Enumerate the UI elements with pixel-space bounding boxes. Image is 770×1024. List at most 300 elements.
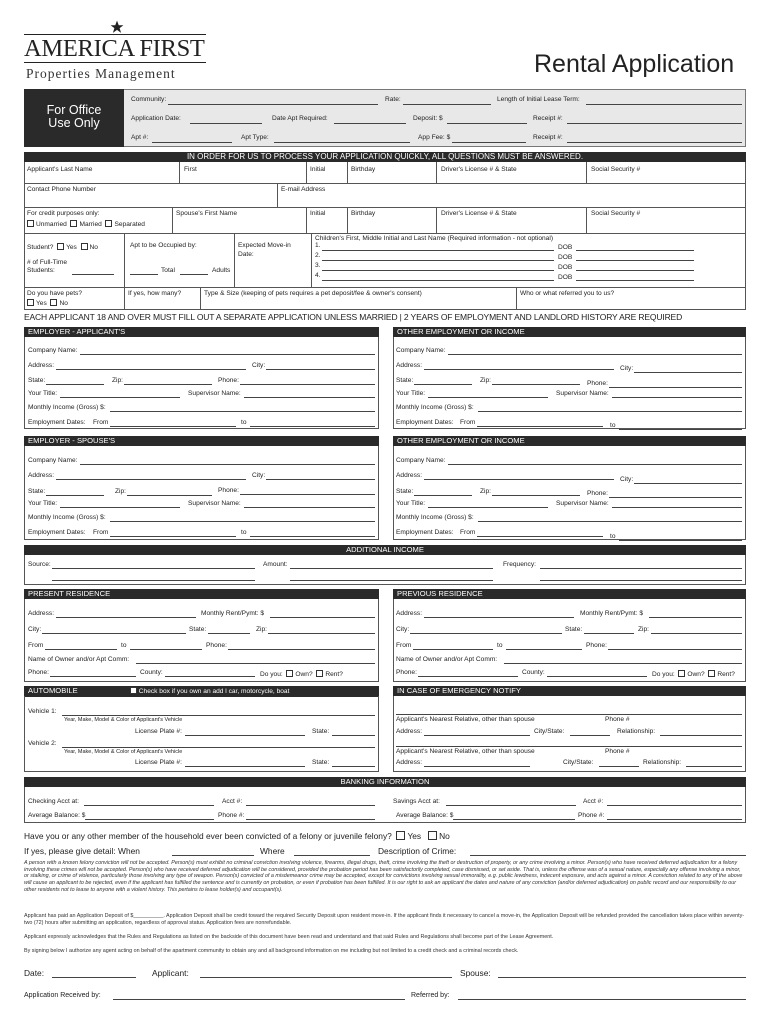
apt-type-field[interactable]	[274, 142, 410, 143]
pres-own-rent: Do you: Own? Rent?	[260, 671, 343, 678]
prev-own-checkbox[interactable]	[678, 670, 685, 677]
prev-owner-phone-field[interactable]	[418, 676, 518, 677]
additional-income-header: ADDITIONAL INCOME	[24, 545, 746, 555]
oth2-city-label: City:	[620, 476, 634, 483]
source-field-2[interactable]	[52, 580, 255, 581]
sp-from-label: From	[93, 529, 109, 536]
sign-spouse-field[interactable]	[498, 977, 746, 978]
prev-city-label: City:	[396, 626, 410, 633]
dob-2-field[interactable]	[576, 260, 694, 261]
savings-field[interactable]	[446, 805, 576, 806]
oth-dates-label: Employment Dates:	[396, 419, 454, 426]
spouse-first-label: Spouse's First Name	[176, 210, 237, 217]
pets-yes-checkbox[interactable]	[27, 299, 34, 306]
sign-date-label: Date:	[24, 968, 45, 978]
sign-spouse-label: Spouse:	[460, 968, 491, 978]
fulltime-field[interactable]	[72, 274, 114, 275]
oth2-supervisor-label: Supervisor Name:	[556, 500, 609, 507]
pres-from-label: From	[28, 642, 44, 649]
received-by-field[interactable]	[113, 999, 405, 1000]
oth-title-field[interactable]	[428, 397, 548, 398]
first-name-label: First	[184, 166, 197, 173]
state1-field[interactable]	[332, 735, 375, 736]
apt-type-label: Apt Type:	[241, 134, 269, 141]
app-fee-field[interactable]	[452, 142, 526, 143]
prev-own-rent: Do you: Own? Rent?	[652, 671, 735, 678]
relative2-relationship-label: Relationship:	[643, 759, 682, 766]
student-yes-checkbox[interactable]	[57, 243, 64, 250]
felony-no-checkbox[interactable]	[428, 831, 437, 840]
pres-rent-checkbox[interactable]	[316, 670, 323, 677]
pres-county-field[interactable]	[165, 676, 255, 677]
relative2-city-label: City/State:	[563, 759, 594, 766]
prev-address-field[interactable]	[424, 617, 574, 618]
oth-company-field[interactable]	[448, 354, 742, 355]
oth2-address-label: Address:	[396, 472, 423, 479]
amount-field-1[interactable]	[290, 568, 493, 569]
felony-desc-label: Description of Crime:	[378, 846, 457, 856]
relative1-address-label: Address:	[396, 728, 423, 735]
spouse-birthday-label: Birthday	[351, 210, 376, 217]
emp-to-field[interactable]	[250, 426, 375, 427]
savings-label: Savings Acct at:	[393, 798, 440, 805]
emp-supervisor-field[interactable]	[244, 397, 375, 398]
community-label: Community:	[131, 96, 167, 103]
spouse-license-label: Driver's License # & State	[441, 210, 517, 217]
oth2-title-label: Your Title:	[396, 500, 426, 507]
prev-state-label: State:	[565, 626, 583, 633]
referred-by-label: Referred by:	[411, 992, 450, 999]
plate1-label: License Plate #:	[135, 728, 182, 735]
oth2-company-label: Company Name:	[396, 457, 446, 464]
prev-owner-label: Name of Owner and/or Apt Comm:	[396, 656, 498, 663]
previous-residence-header: PREVIOUS RESIDENCE	[393, 589, 746, 599]
emp-from-label: From	[93, 419, 109, 426]
emp-state-label: State:	[28, 377, 46, 384]
adults-label: Adults	[212, 267, 231, 274]
oth-address-field[interactable]	[424, 369, 614, 370]
lease-term-field[interactable]	[586, 104, 742, 105]
sign-applicant-label: Applicant:	[152, 968, 189, 978]
referred-label: Who or what referred you to us?	[520, 290, 615, 297]
app-date-field[interactable]	[190, 123, 262, 124]
oth-zip-label: Zip:	[480, 377, 491, 384]
sp-supervisor-field[interactable]	[244, 507, 375, 508]
savings-phone-label: Phone #:	[578, 812, 605, 819]
oth-city-label: City:	[620, 365, 634, 372]
child-3-field[interactable]	[322, 270, 554, 271]
relative1-field[interactable]	[396, 714, 742, 715]
savings-phone-field[interactable]	[607, 819, 742, 820]
emp-address-label: Address:	[28, 362, 55, 369]
checking-field[interactable]	[84, 805, 214, 806]
student-no-checkbox[interactable]	[81, 243, 88, 250]
savings-avg-field[interactable]	[453, 819, 575, 820]
prev-owner-phone-label: Phone:	[396, 669, 417, 676]
extra-vehicle-checkbox[interactable]	[130, 687, 137, 694]
present-residence-header: PRESENT RESIDENCE	[24, 589, 379, 599]
emp-city-field[interactable]	[266, 369, 375, 370]
sp-state-label: State:	[28, 488, 46, 495]
relative2-city-field[interactable]	[599, 766, 639, 767]
pres-address-label: Address:	[28, 610, 55, 617]
dob-3-field[interactable]	[576, 270, 694, 271]
date-req-field[interactable]	[334, 123, 406, 124]
prev-to-label: to	[497, 642, 503, 649]
checking-avg-field[interactable]	[85, 819, 214, 820]
pres-from-field[interactable]	[45, 649, 117, 650]
pres-address-field[interactable]	[56, 617, 196, 618]
ssn-label: Social Security #	[591, 166, 641, 173]
emp-phone-label: Phone:	[218, 377, 239, 384]
apt-no-label: Apt #:	[131, 134, 149, 141]
oth-to-label: to	[610, 422, 616, 429]
emp-income-field[interactable]	[110, 411, 375, 412]
dob-1-field[interactable]	[576, 250, 694, 251]
sp-to-field[interactable]	[250, 536, 375, 537]
unmarried-checkbox[interactable]	[27, 220, 34, 227]
pres-owner-field[interactable]	[136, 663, 375, 664]
pets-type-label: Type & Size (keeping of pets requires a pet deposit/fee & owner's consent)	[204, 290, 422, 297]
prev-from-field[interactable]	[413, 649, 493, 650]
checking-acct-label: Acct #:	[222, 798, 243, 805]
employer-spouse-header: EMPLOYER - SPOUSE'S	[24, 436, 379, 446]
oth-company-label: Company Name:	[396, 347, 446, 354]
sp-income-field[interactable]	[110, 521, 375, 522]
brand-subtitle: Properties Management	[26, 66, 176, 81]
sp-address-label: Address:	[28, 472, 55, 479]
sp-company-field[interactable]	[80, 464, 375, 465]
oth2-city-field[interactable]	[634, 483, 742, 484]
lease-term-label: Length of Initial Lease Term:	[497, 96, 580, 103]
plate2-label: License Plate #:	[135, 759, 182, 766]
state1-label: State:	[312, 728, 330, 735]
spouse-initial-label: Initial	[310, 210, 326, 217]
relative1-label: Applicant's Nearest Relative, other than spouse	[396, 716, 535, 723]
sp-company-label: Company Name:	[28, 457, 78, 464]
prev-rent-label: Monthly Rent/Pymt: $	[580, 610, 644, 617]
dob-1-label: DOB	[558, 244, 573, 251]
oth-from-label: From	[460, 419, 476, 426]
dob-2-label: DOB	[558, 254, 573, 261]
sign-date-field[interactable]	[52, 977, 136, 978]
total-label: Total	[161, 267, 175, 274]
app-date-label: Application Date:	[131, 115, 181, 122]
sign-applicant-field[interactable]	[200, 977, 452, 978]
receipt1-label: Receipt #:	[533, 115, 563, 122]
other-employment-header-1: OTHER EMPLOYMENT OR INCOME	[393, 327, 746, 337]
pres-phone-label: Phone:	[206, 642, 227, 649]
sp-zip-label: Zip:	[115, 488, 126, 495]
relative1-city-label: City/State:	[534, 728, 565, 735]
child-1-field[interactable]	[322, 250, 554, 251]
oth-income-field[interactable]	[478, 411, 742, 412]
oth2-phone-label: Phone:	[587, 490, 608, 497]
pets-options: Yes No	[27, 299, 68, 308]
received-by-label: Application Received by:	[24, 992, 101, 999]
prev-phone-label: Phone:	[586, 642, 607, 649]
community-field[interactable]	[168, 104, 378, 105]
source-field-1[interactable]	[52, 568, 255, 569]
relative2-relationship-field[interactable]	[686, 766, 742, 767]
prev-zip-field[interactable]	[651, 633, 742, 634]
prev-from-label: From	[396, 642, 412, 649]
state2-label: State:	[312, 759, 330, 766]
oth-supervisor-label: Supervisor Name:	[556, 390, 609, 397]
birthday-label: Birthday	[351, 166, 376, 173]
pres-zip-label: Zip:	[256, 626, 267, 633]
emp-phone-field[interactable]	[240, 384, 375, 385]
pres-city-field[interactable]	[42, 633, 186, 634]
oth2-from-field[interactable]	[477, 536, 603, 537]
oth2-income-field[interactable]	[478, 521, 742, 522]
separated-checkbox[interactable]	[105, 220, 112, 227]
savings-acct-field[interactable]	[607, 805, 742, 806]
frequency-field-1[interactable]	[540, 568, 742, 569]
pres-zip-field[interactable]	[268, 633, 375, 634]
dob-4-label: DOB	[558, 274, 573, 281]
oth-city-field[interactable]	[634, 372, 742, 373]
sp-city-field[interactable]	[266, 479, 375, 480]
oth-zip-field[interactable]	[492, 384, 580, 385]
vehicle2-label: Vehicle 2:	[28, 740, 57, 747]
office-use-label: For Office Use Only	[24, 89, 124, 147]
relative1-city-field[interactable]	[570, 735, 610, 736]
child-4-field[interactable]	[322, 280, 554, 281]
oth2-address-field[interactable]	[424, 479, 614, 480]
oth-to-field[interactable]	[619, 429, 742, 430]
apt-no-field[interactable]	[152, 142, 232, 143]
pres-state-field[interactable]	[208, 633, 250, 634]
spouse-ssn-label: Social Security #	[591, 210, 641, 217]
pres-city-label: City:	[28, 626, 42, 633]
child-2-field[interactable]	[322, 260, 554, 261]
source-label: Source:	[28, 561, 51, 568]
vehicle1-field[interactable]	[62, 715, 375, 716]
oth-state-field[interactable]	[414, 384, 472, 385]
relative2-address-label: Address:	[396, 759, 423, 766]
credit-label: For credit purposes only:	[27, 210, 100, 217]
relative2-label: Applicant's Nearest Relative, other than spouse	[396, 748, 535, 755]
oth2-phone-field[interactable]	[609, 497, 742, 498]
oth-from-field[interactable]	[477, 426, 603, 427]
dob-4-field[interactable]	[576, 280, 694, 281]
pres-own-checkbox[interactable]	[286, 670, 293, 677]
oth2-company-field[interactable]	[448, 464, 742, 465]
oth-state-label: State:	[396, 377, 414, 384]
movein-label-1: Expected Move-in	[238, 242, 291, 249]
employer-applicant-header: EMPLOYER - APPLICANT'S	[24, 327, 379, 337]
child-2-label: 2.	[315, 252, 321, 259]
page-title: Rental Application	[534, 50, 735, 78]
oth-phone-field[interactable]	[609, 387, 742, 388]
vehicle2-hint: Year, Make, Model & Color of Applicant's Vehicle	[64, 749, 183, 755]
child-4-label: 4.	[315, 272, 321, 279]
felony-where-label: Where	[260, 846, 285, 856]
plate1-field[interactable]	[185, 735, 305, 736]
prev-phone-field[interactable]	[608, 649, 742, 650]
pres-rent-field[interactable]	[270, 617, 375, 618]
oth2-state-label: State:	[396, 488, 414, 495]
date-req-label: Date Apt Required:	[272, 115, 328, 122]
banking-header: BANKING INFORMATION	[24, 777, 746, 787]
frequency-field-2[interactable]	[540, 580, 742, 581]
pres-to-label: to	[121, 642, 127, 649]
email-label: E-mail Address	[281, 186, 326, 193]
last-name-label: Applicant's Last Name	[27, 166, 93, 173]
relative1-phone-label: Phone #	[605, 716, 630, 723]
oth2-dates-label: Employment Dates:	[396, 529, 454, 536]
plate2-field[interactable]	[185, 766, 305, 767]
other-employment-header-2: OTHER EMPLOYMENT OR INCOME	[393, 436, 746, 446]
initial-label: Initial	[310, 166, 326, 173]
emergency-header: IN CASE OF EMERGENCY NOTIFY	[393, 686, 746, 696]
frequency-label: Frequency:	[503, 561, 536, 568]
felony-yes-checkbox[interactable]	[396, 831, 405, 840]
fulltime-label-2: Students:	[27, 267, 55, 274]
prev-city-field[interactable]	[410, 633, 562, 634]
oth2-from-label: From	[460, 529, 476, 536]
oth-income-label: Monthly Income (Gross) $:	[396, 404, 474, 411]
receipt2-field[interactable]	[567, 142, 742, 143]
pres-owner-phone-label: Phone:	[28, 669, 49, 676]
pres-county-label: County:	[140, 669, 163, 676]
felony-when-label: If yes, please give detail: When	[24, 846, 140, 856]
felony-question: Have you or any other member of the household ever been convicted of a felony or juvenile felony? Yes No	[24, 831, 450, 841]
oth-title-label: Your Title:	[396, 390, 426, 397]
sp-to-label: to	[241, 529, 247, 536]
relative2-address-field[interactable]	[424, 766, 530, 767]
checking-phone-label: Phone #:	[218, 812, 245, 819]
sp-dates-label: Employment Dates:	[28, 529, 86, 536]
receipt1-field[interactable]	[567, 123, 742, 124]
sp-income-label: Monthly Income (Gross) $:	[28, 514, 106, 521]
prev-rent-checkbox[interactable]	[708, 670, 715, 677]
emp-zip-field[interactable]	[124, 384, 212, 385]
emp-to-label: to	[241, 419, 247, 426]
pres-phone-field[interactable]	[228, 649, 375, 650]
oth2-zip-field[interactable]	[492, 495, 580, 496]
sp-zip-field[interactable]	[127, 495, 212, 496]
child-1-label: 1.	[315, 242, 321, 249]
relative2-field[interactable]	[396, 746, 742, 747]
sp-phone-label: Phone:	[218, 487, 239, 494]
state2-field[interactable]	[332, 766, 375, 767]
emp-title-field[interactable]	[60, 397, 180, 398]
emp-income-label: Monthly Income (Gross) $:	[28, 404, 106, 411]
emp-state-field[interactable]	[46, 384, 104, 385]
oth-supervisor-field[interactable]	[612, 397, 742, 398]
app-fee-label: App Fee: $	[418, 134, 451, 141]
prev-owner-field[interactable]	[504, 663, 742, 664]
pres-owner-label: Name of Owner and/or Apt Comm:	[28, 656, 130, 663]
fulltime-label-1: # of Full-Time	[27, 259, 68, 266]
rate-label: Rate:	[385, 96, 401, 103]
sp-phone-field[interactable]	[240, 494, 375, 495]
oth2-to-label: to	[610, 533, 616, 540]
sp-supervisor-label: Supervisor Name:	[188, 500, 241, 507]
pets-no-checkbox[interactable]	[50, 299, 57, 306]
emp-title-label: Your Title:	[28, 390, 58, 397]
emp-city-label: City:	[252, 362, 266, 369]
referred-by-field[interactable]	[458, 999, 746, 1000]
license-label: Driver's License # & State	[441, 166, 517, 173]
emp-dates-label: Employment Dates:	[28, 419, 86, 426]
student-question: Student? Yes No	[27, 244, 98, 251]
oth2-supervisor-field[interactable]	[612, 507, 742, 508]
married-checkbox[interactable]	[70, 220, 77, 227]
prev-address-label: Address:	[396, 610, 423, 617]
prev-rent-field[interactable]	[649, 617, 742, 618]
pres-to-field[interactable]	[130, 649, 202, 650]
sp-title-field[interactable]	[60, 507, 180, 508]
oth2-title-field[interactable]	[428, 507, 548, 508]
receipt2-label: Receipt #:	[533, 134, 563, 141]
emp-company-label: Company Name:	[28, 347, 78, 354]
brand-name: AMERICA FIRST	[24, 35, 205, 62]
rules-ack-text: Applicant expressly acknowledges that the Rules and Regulations as listed on the backside of this document have been read and understand and that said Rules and Regulations shall become part of the Lease Agreement.	[24, 934, 554, 940]
prev-state-field[interactable]	[584, 633, 634, 634]
rate-field[interactable]	[403, 104, 491, 105]
amount-field-2[interactable]	[290, 580, 493, 581]
relative1-relationship-field[interactable]	[660, 735, 742, 736]
sp-address-field[interactable]	[56, 479, 246, 480]
oth-phone-label: Phone:	[587, 380, 608, 387]
checking-acct-field[interactable]	[246, 805, 375, 806]
relative1-address-field[interactable]	[424, 735, 530, 736]
deposit-label: Deposit: $	[413, 115, 443, 122]
pres-owner-phone-field[interactable]	[50, 676, 136, 677]
pres-rent-label: Monthly Rent/Pymt: $	[201, 610, 265, 617]
deposit-policy-text: Applicant has paid an Application Deposit of $__________. Application Deposit shall be credit toward the required Security Deposit upon resident move-in. If the applicant finds it necessary to cancel a move-in, the Application Deposit will be refunded provided the cancellation takes place within seventy-two (72) hours after submitting an application, regardless of approval status. Application fees are nonrefundable.	[24, 913, 745, 926]
total-field[interactable]	[130, 274, 158, 275]
checking-phone-field[interactable]	[246, 819, 375, 820]
movein-label-2: Date:	[238, 251, 254, 258]
child-3-label: 3.	[315, 262, 321, 269]
oth2-to-field[interactable]	[619, 540, 742, 541]
felony-where-field[interactable]	[294, 855, 370, 856]
savings-acct-label: Acct #:	[583, 798, 604, 805]
oth2-income-label: Monthly Income (Gross) $:	[396, 514, 474, 521]
emp-zip-label: Zip:	[112, 377, 123, 384]
oth2-state-field[interactable]	[414, 495, 472, 496]
prev-county-field[interactable]	[547, 676, 647, 677]
vehicle1-label: Vehicle 1:	[28, 708, 57, 715]
relative1-relationship-label: Relationship:	[617, 728, 656, 735]
deposit-field[interactable]	[447, 123, 527, 124]
emp-from-field[interactable]	[110, 426, 236, 427]
sp-from-field[interactable]	[110, 536, 236, 537]
emp-company-field[interactable]	[80, 354, 375, 355]
marital-options: Unmarried Married Separated	[27, 220, 145, 229]
sp-state-field[interactable]	[46, 495, 104, 496]
felony-desc-field[interactable]	[470, 855, 746, 856]
prev-to-field[interactable]	[506, 649, 582, 650]
amount-label: Amount:	[263, 561, 288, 568]
star-icon	[110, 20, 124, 34]
dob-3-label: DOB	[558, 264, 573, 271]
felony-when-field[interactable]	[172, 855, 254, 856]
oth2-zip-label: Zip:	[480, 488, 491, 495]
vehicle2-field[interactable]	[62, 747, 375, 748]
checking-label: Checking Acct at:	[28, 798, 79, 805]
sp-city-label: City:	[252, 472, 266, 479]
emp-address-field[interactable]	[56, 369, 246, 370]
pets-label: Do you have pets?	[27, 290, 82, 297]
notice-text: EACH APPLICANT 18 AND OVER MUST FILL OUT A SEPARATE APPLICATION UNLESS MARRIED | 2 YEARS OF EMPLOYMENT AND LANDLORD HISTORY ARE REQUIRED	[24, 312, 683, 322]
felony-policy-text: A person with a known felony conviction will not be accepted. Person(s) must exhibit no criminal conviction involving violence, firearms, illegal drugs, theft, crime involving the theft or destruction of property, or any crime involving a minor. Person(s) who have received deferred adjudication for a felony involving these crimes will not be accepted. Person(s) who have received deferred adjudication will be considered, provided the probation period has been satisfactorily completed, case dismissed, or set aside. That is, unless the offense was of a sexual nature, especially any offense involving a minor, or stalking, or crime of violence, particularly those involving any type of weapon. Person(s) convicted of a misdemeanor crime may be accepted, except for convictions involving sexual immorality, e.g. public lewdness, indecent exposure, and acts against a minor. A conviction related to any of the above will cause an applicant to be rejected, even if the applicant has fulfilled the sentence and is currently on probation, or even if probation has been fulfilled. It is our right to ask an applicant the dates and nature of any conviction (and/or deferred adjudication) on public record and our responsibility to our other residents not to lease to anyone with a violent history. This pertains to lease holder(s) and occupant(s).	[24, 860, 743, 893]
adults-field[interactable]	[180, 274, 208, 275]
